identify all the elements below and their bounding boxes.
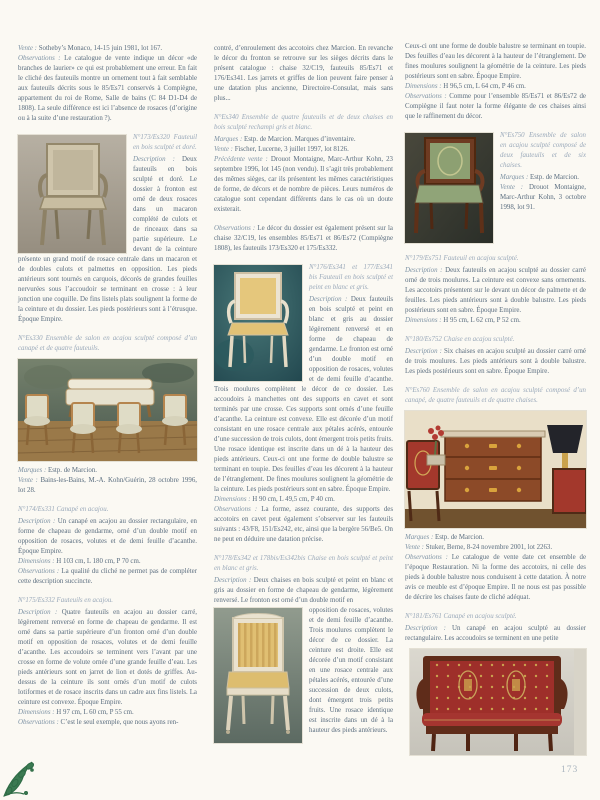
salon-acajou-illustration [18,359,197,461]
item-176-heading: N°176/Es341 et 177/Es341 bis Fauteuil en bois sculpté et peint en blanc et gris. [309,264,393,291]
ensemble-340-marques [214,135,393,145]
item-178-description-intro [214,576,393,606]
ensemble-750-heading: N°Es750 Ensemble de salon en acajou sculpté composé de deux fauteuils et de six chaises. [500,132,586,169]
item-174-description [18,517,197,557]
photo-fauteuil-blanc-gris [214,265,302,381]
vente-text: Bains-les-Bains, M.-A. Kohn/Guérin, 28 octobre 1996, lot 28. [18,477,197,494]
ensemble-330-vente [18,476,197,496]
dimensions-text: H 90 cm, L 49,5 cm, P 40 cm. [252,496,335,503]
right-column [405,42,586,760]
continuation-paragraph: contré, d’enroulement des accotoirs chez Marcion. En revanche le décor du fronton se retrouve sur les sièges décrits dans le présent catalogue : chaise 32/C19, fauteuils 85/Es71 et 176/Es341. Les jarrets et griffes de lion peuvent faire penser à une datation plus ancienne, Directoire-Consulat, mais sans plus... [214,45,393,102]
observations-text: C’est le seul exemple, que nous ayons ren- [60,719,179,726]
description-label: Description : [405,348,442,355]
sale-label: Vente : [18,45,37,52]
vente-text: Drouot Montaigne, Marc-Arthur Kohn, 3 octobre 1998, lot 91. [500,184,586,211]
item-175-dimensions [18,708,197,718]
description-text: Un canapé en acajou sculpté au dossier rectangulaire. Les accoudoirs se terminent en une petite [405,625,586,642]
photo-canape-rouge [410,649,586,755]
item-175-description [18,608,197,708]
item-179-heading: N°179/Es751 Fauteuil en acajou sculpté. [405,255,519,262]
dimensions-text: H 97 cm, L 60 cm, P 55 cm. [56,709,134,716]
item-178-wrap-block [214,606,393,745]
description-label: Description : [18,609,58,616]
ensemble-330-marques [18,466,197,476]
vente-label: Vente : [214,146,233,153]
item-175-heading: N°175/Es332 Fauteuils en acajou. [18,597,114,604]
ensemble-340-vente [214,145,393,155]
item-178-heading: N°178/Es342 et 178bis/Es342bis Chaise en bois sculpté et peint en blanc et gris. [214,555,393,572]
sale-note [18,44,197,54]
dimensions-label: Dimensions : [214,496,251,503]
observations-label: Observations : [18,55,61,62]
fauteuil-acajou-vert-illustration [405,133,493,243]
marques-label: Marques : [405,534,434,541]
dimensions-label: Dimensions : [405,317,442,324]
middle-column [214,44,393,745]
photo-interieur-salon-rouge [405,411,586,528]
ensemble-760-heading: N°Es760 Ensemble de salon en acajou sculpté composé d’un canapé, de quatre fauteuils et de quatre chaises. [405,387,586,404]
item-174-dimensions [18,557,197,567]
item-180-heading: N°180/Es752 Chaise en acajou sculpté. [405,336,515,343]
sale-text: Sotheby’s Monaco, 14-15 juin 1981, lot 167. [38,45,163,52]
item-174-heading: N°174/Es331 Canapé en acajou. [18,506,109,513]
description-label: Description : [18,518,56,525]
ensemble-340-precedente-vente [214,155,393,215]
observations-text: Comme pour l’ensemble 85/Es71 et 86/Es72 de Compiègne il faut noter la forme élégante de ces chaises ainsi que le raffinement du décor. [405,93,586,120]
item-173-heading: N°173/Es320 Fauteuil en bois sculpté et doré. [133,134,197,151]
ensemble-760-marques [405,533,586,543]
page-number: 173 [561,765,579,775]
observations-text: Le catalogue de vente date cet ensemble de l’époque Restauration. Ni la forme des accotoirs, ni celle des pieds à double balustre nous conduisent à cette datation. À notre avis ce meuble est d’époque Empire. Il ne nous est pas possible de décrire les chaises faute de cliché adéquat. [405,554,587,601]
observations-note [18,54,197,124]
item-176-dimensions [214,495,393,505]
ensemble-760-vente [405,543,586,553]
corner-ornament-icon [2,758,48,798]
marques-label: Marques : [214,136,243,143]
item-179-description [405,266,586,316]
description-text: Deux fauteuils en bois sculpté et doré. Le dossier à fronton est orné de deux rosaces dans un macaron complété de culots et de rinceaux dans sa partie supérieure. Le devant de la ceinture présente un grand motif de rosace centrale dans un macaron et de doubles culots et palmettes en opposition. Les pieds antérieurs sont tournés en carquois, décorés de grandes feuilles nervurées sous l’accoudoir se terminant en crosse : à leur jonction une coquille. De fins listels plats soulignent la forme de la ceinture et du dossier. Les pieds postérieurs sont à l’étrusque. Époque Empire. [18,156,197,323]
vente-text: Fischer, Lucerne, 3 juillet 1997, lot 8126. [234,146,349,153]
ensemble-750-block [405,131,586,245]
vente-label: Vente : [405,544,424,551]
ensemble-340-heading: N°Es340 Ensemble de quatre fauteuils et de deux chaises en bois sculpté rechampi gris et blanc. [214,114,393,131]
description-label: Description : [405,625,446,632]
precedente-vente-text: Drouot Montaigne, Marc-Arthur Kohn, 23 septembre 1996, lot 145 (non vendu). Il s’agit très probablement des mêmes sièges, car ils présentent les mêmes caractéristiques de forme, de décors et de nombre de pièces. Leurs numéros de catalogue sont cependant différents dans le cas où un doute existerait. [214,156,394,213]
item-178-description-wrap: opposition de rosaces, volutes et de demi feuille d’acanthe. Trois moulures complètent le décor de ce dossier. La ceinture est droite. Elle est décorée d’un motif consistant en une rosace centrale aux pétales acérés, entourée d’une succession de deux culots, dont émergent trois petits fruits. Une rosace identique est inscrite dans un dé à la hauteur des pieds antérieurs. [309,607,393,734]
left-column [18,44,197,728]
canape-rouge-illustration [410,649,574,755]
item-176-observations [214,505,393,545]
interieur-salon-rouge-illustration [405,411,586,528]
item-176-block [214,263,393,545]
continuation-paragraph: Ceux-ci ont une forme de double balustre se terminant en toupie. Des feuilles d’eau les décorent à la hauteur de l’étranglement. De fines moulures soulignent la géométrie de la ceinture. Les pieds postérieurs sont en sabre. Époque Empire. [405,43,586,80]
description-label: Description : [214,577,252,584]
observations-text: La qualité du cliché ne permet pas de compléter cette description succincte. [18,568,197,585]
description-text: Deux fauteuils en bois sculpté et peint en blanc et gris au dossier légèrement renversé et en forme de chapeau de gendarme. Le fronton est orné d’un double motif en opposition de rosaces, volutes et de demi feuille d’acanthe. Trois moulures complètent le décor de ce dossier. Les accoudoirs à manchettes ont des supports en cavet et sont terminés par une crosse. Ces supports sont ornés d’une feuille d’acanthe. La ceinture est convexe. Elle est décorée d’un motif consistant en une rosace centrale aux pétales acérés, entourée d’une succession de trois culots, dont émergent trois petits fruits. Une rosace identique est inscrite dans un dé à la hauteur des pieds antérieurs. Ceux-ci ont une forme de double balustre se terminant en toupie. Des feuilles d’eau les décorent à la hauteur de l’étranglement. De fines moulures soulignent la géométrie de la ceinture. Les pieds postérieurs sont en sabre. Époque Empire. [214,296,393,493]
description-text: Six chaises en acajou sculpté au dossier carré orné de trois moulures. Les pieds antérieurs sont à double balustre. Les pieds postérieurs sont en sabre. Époque Empire. [405,348,586,375]
photo-fauteuil-dore [18,135,126,253]
dimensions-label: Dimensions : [18,558,55,565]
dimensions-text: H 96,5 cm, L 64 cm, P 46 cm. [443,83,526,90]
vente-text: Stuker, Berne, 8-24 novembre 2001, lot 2263. [425,544,553,551]
fauteuil-blanc-gris-illustration [214,265,302,381]
dimensions-text: H 103 cm, L 180 cm, P 70 cm. [56,558,141,565]
description-text: Deux fauteuils en acajou sculpté au dossier carré orné de trois moulures. La ceinture est convexe sans ornements. Les accotoirs présentent sur le devant un décor de palmette et de feuilles. Les pieds antérieurs sont à double balustre. Les pieds postérieurs sont en sabre. Époque Empire. [405,267,586,314]
dimensions-label: Dimensions : [405,83,442,90]
fauteuil-dore-illustration [18,135,126,253]
item-173-block [18,133,197,325]
marques-label: Marques : [18,467,47,474]
item-180-description [405,347,586,377]
description-text: Quatre fauteuils en acajou au dossier carré, légèrement renversé en forme de chapeau de gendarme. Il est orné dans sa partie supérieure d’un fronton orné d’un double motif en opposition de rosaces, volutes et de demi feuille d’acanthe. Les accoudoirs se terminent vers l’avant par une crosse en forme de volute ornée d’une grande feuille d’eau. Les pieds antérieurs sont en jarret de lion et dotés de griffes. Au-dessus de la ceinture ils sont ornés d’un motif de culots lotiformes et de rosace inscrits dans un cadre aux fins listels. La ceinture est convexe. Époque Empire. [18,609,197,706]
vente-label: Vente : [18,477,38,484]
photo-fauteuil-acajou-vert [405,133,493,243]
precedente-vente-label: Précédente vente : [214,156,268,163]
description-label: Description : [133,156,175,163]
observations-label: Observations : [18,568,60,575]
ensemble-340-observations [214,224,393,254]
ensemble-330-heading: N°Es330 Ensemble de salon en acajou sculpté composé d’un canapé et de quatre fauteuils. [18,335,197,352]
dimensions-label: Dimensions : [18,709,55,716]
description-label: Description : [405,267,443,274]
observations-label: Observations : [405,93,447,100]
observations-text: La forme, assez courante, des supports des accotoirs en cavet peut également s’observer sur les fauteuils suivants : 43/F8, 151/Es242, etc, ainsi que la bergère 56/Be5. On ne peut en déduire une datation précise. [214,506,394,543]
item-181-heading: N°181/Es761 Canapé en acajou sculpté. [405,613,517,620]
chaise-blanc-gris-illustration [214,608,302,743]
item-179-dimensions [405,316,586,326]
marques-text: Estp. de Marcion. [435,534,484,541]
continuation-dimensions [405,82,586,92]
observations-label: Observations : [405,554,448,561]
continuation-observations [405,92,586,122]
photo-salon-acajou [18,359,197,461]
item-174-observations [18,567,197,587]
description-text: Un canapé en acajou au dossier rectangulaire, en forme de chapeau de gendarme, orné d’un double motif en opposition de rosaces, volutes et de demi feuille d’acanthe. Époque Empire. [18,518,197,555]
observations-text: Le catalogue de vente indique un décor «de branches de laurier» ce qui est probablement une erreur. En fait le cliché des fauteuils montre un ornement tout à fait semblable aux fauteuils décrits sous le 85/Es71 conservés à Compiègne, appartement du roi de Rome, Salle de bains (C 84 D1-D4 de 1808). La seule différence est ici l’absence de rosaces (d’origine ou à la suite d’une restauration ?). [18,55,197,122]
observations-label: Observations : [18,719,59,726]
photo-chaise-blanc-gris [214,608,302,743]
marques-text: Estp. de Marcion. [530,174,579,181]
description-label: Description : [309,296,348,303]
marques-text: Estp. de Marcion. Marques d’inventaire. [244,136,356,143]
vente-label: Vente : [500,184,524,191]
observations-label: Observations : [214,225,256,232]
dimensions-text: H 95 cm, L 62 cm, P 52 cm. [443,317,521,324]
ensemble-760-observations [405,553,586,603]
observations-text: Le décor du dossier est également présent sur la chaise 32/C19, les ensembles 85/Es71 et 86/Es72 (Compiègne 1808), les fauteuils 173/Es320 et 175/Es332. [214,225,393,252]
observations-label: Observations : [214,506,258,513]
description-text: Deux chaises en bois sculpté et peint en blanc et gris au dossier en forme de chapeau de gendarme, légèrement renversé. Le fronton est orné d’un double motif en [214,577,393,604]
marques-label: Marques : [500,174,529,181]
item-181-description [405,624,586,644]
marques-text: Estp. de Marcion. [48,467,97,474]
item-175-observations [18,718,197,728]
